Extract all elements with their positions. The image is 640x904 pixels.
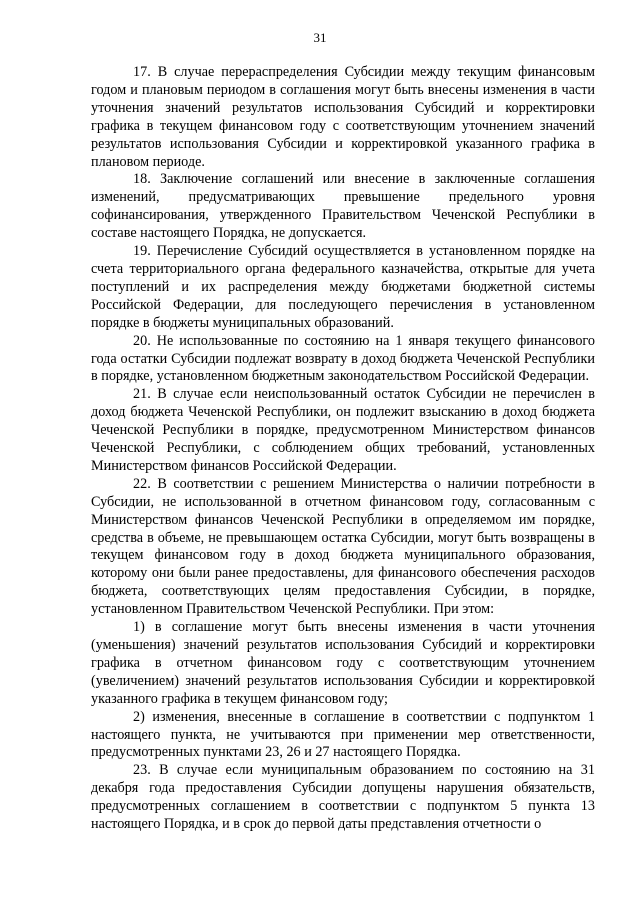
paragraph-21: 21. В случае если неиспользованный остаток Субсидии не перечислен в доход бюджета Чеченской Республики, он подлежит взысканию в доход бюджета Чеченской Республики в порядке, предусмотренном Министерством финансов Чеченской Республики, с соблюдением общих требований, установленных Министерством финансов Российской Федерации.: [91, 386, 595, 474]
paragraph-19: 19. Перечисление Субсидий осуществляется в установленном порядке на счета территориального органа федерального казначейства, открытые для учета поступлений и их распределения между бюджетами бюджетной системы Российской Федерации, для последующего перечисления в установленном порядке в бюджеты муниципальных образований.: [91, 243, 595, 331]
document-body: [91, 64, 595, 834]
paragraph-17: 17. В случае перераспределения Субсидии между текущим финансовым годом и плановым периодом в соглашения могут быть внесены изменения в части уточнения значений результатов использования Субсидий и корректировки графика в текущем финансовом году с соответствующим уточнением значений результатов использования Субсидии и корректировкой указанного графика в плановом периоде.: [91, 64, 595, 170]
paragraph-22-subitem-2: 2) изменения, внесенные в соглашение в соответствии с подпунктом 1 настоящего пункта, не учитываются при применении мер ответственности, предусмотренных пунктами 23, 26 и 27 настоящего Порядка.: [91, 708, 595, 761]
paragraph-18: 18. Заключение соглашений или внесение в заключенные соглашения изменений, предусматривающих превышение предельного уровня софинансирования, утвержденного Правительством Чеченской Республики в составе настоящего Порядка, не допускается.: [91, 171, 595, 242]
page-number: 31: [313, 30, 327, 45]
paragraph-22: 22. В соответствии с решением Министерства о наличии потребности в Субсидии, не использованной в отчетном финансовом году, согласованным с Министерством финансов Чеченской Республики в определяемом им порядке, средства в объеме, не превышающем остатка Субсидии, могут быть возвращены в текущем финансовом году в доход бюджета муниципального образования, которому они были ранее предоставлены, для финансового обеспечения расходов бюджета, соответствующих целям предоставления Субсидии, в порядке, установленном Правительством Чеченской Республики. При этом:: [91, 475, 595, 618]
paragraph-20: 20. Не использованные по состоянию на 1 января текущего финансового года остатки Субсидии подлежат возврату в доход бюджета Чеченской Республики в порядке, установленном бюджетным законодательством Российской Федерации.: [91, 332, 595, 385]
paragraph-23: 23. В случае если муниципальным образованием по состоянию на 31 декабря года предоставления Субсидии допущены нарушения обязательств, предусмотренных соглашением в соответствии с подпунктом 5 пункта 13 настоящего Порядка, и в срок до первой даты представления отчетности о: [91, 762, 595, 833]
paragraph-22-subitem-1: 1) в соглашение могут быть внесены изменения в части уточнения (уменьшения) значений результатов использования Субсидий и корректировки графика в отчетном финансовом году с соответствующим уточнением (увеличением) значений результатов использования Субсидии и корректировкой указанного графика в текущем финансовом году;: [91, 619, 595, 707]
